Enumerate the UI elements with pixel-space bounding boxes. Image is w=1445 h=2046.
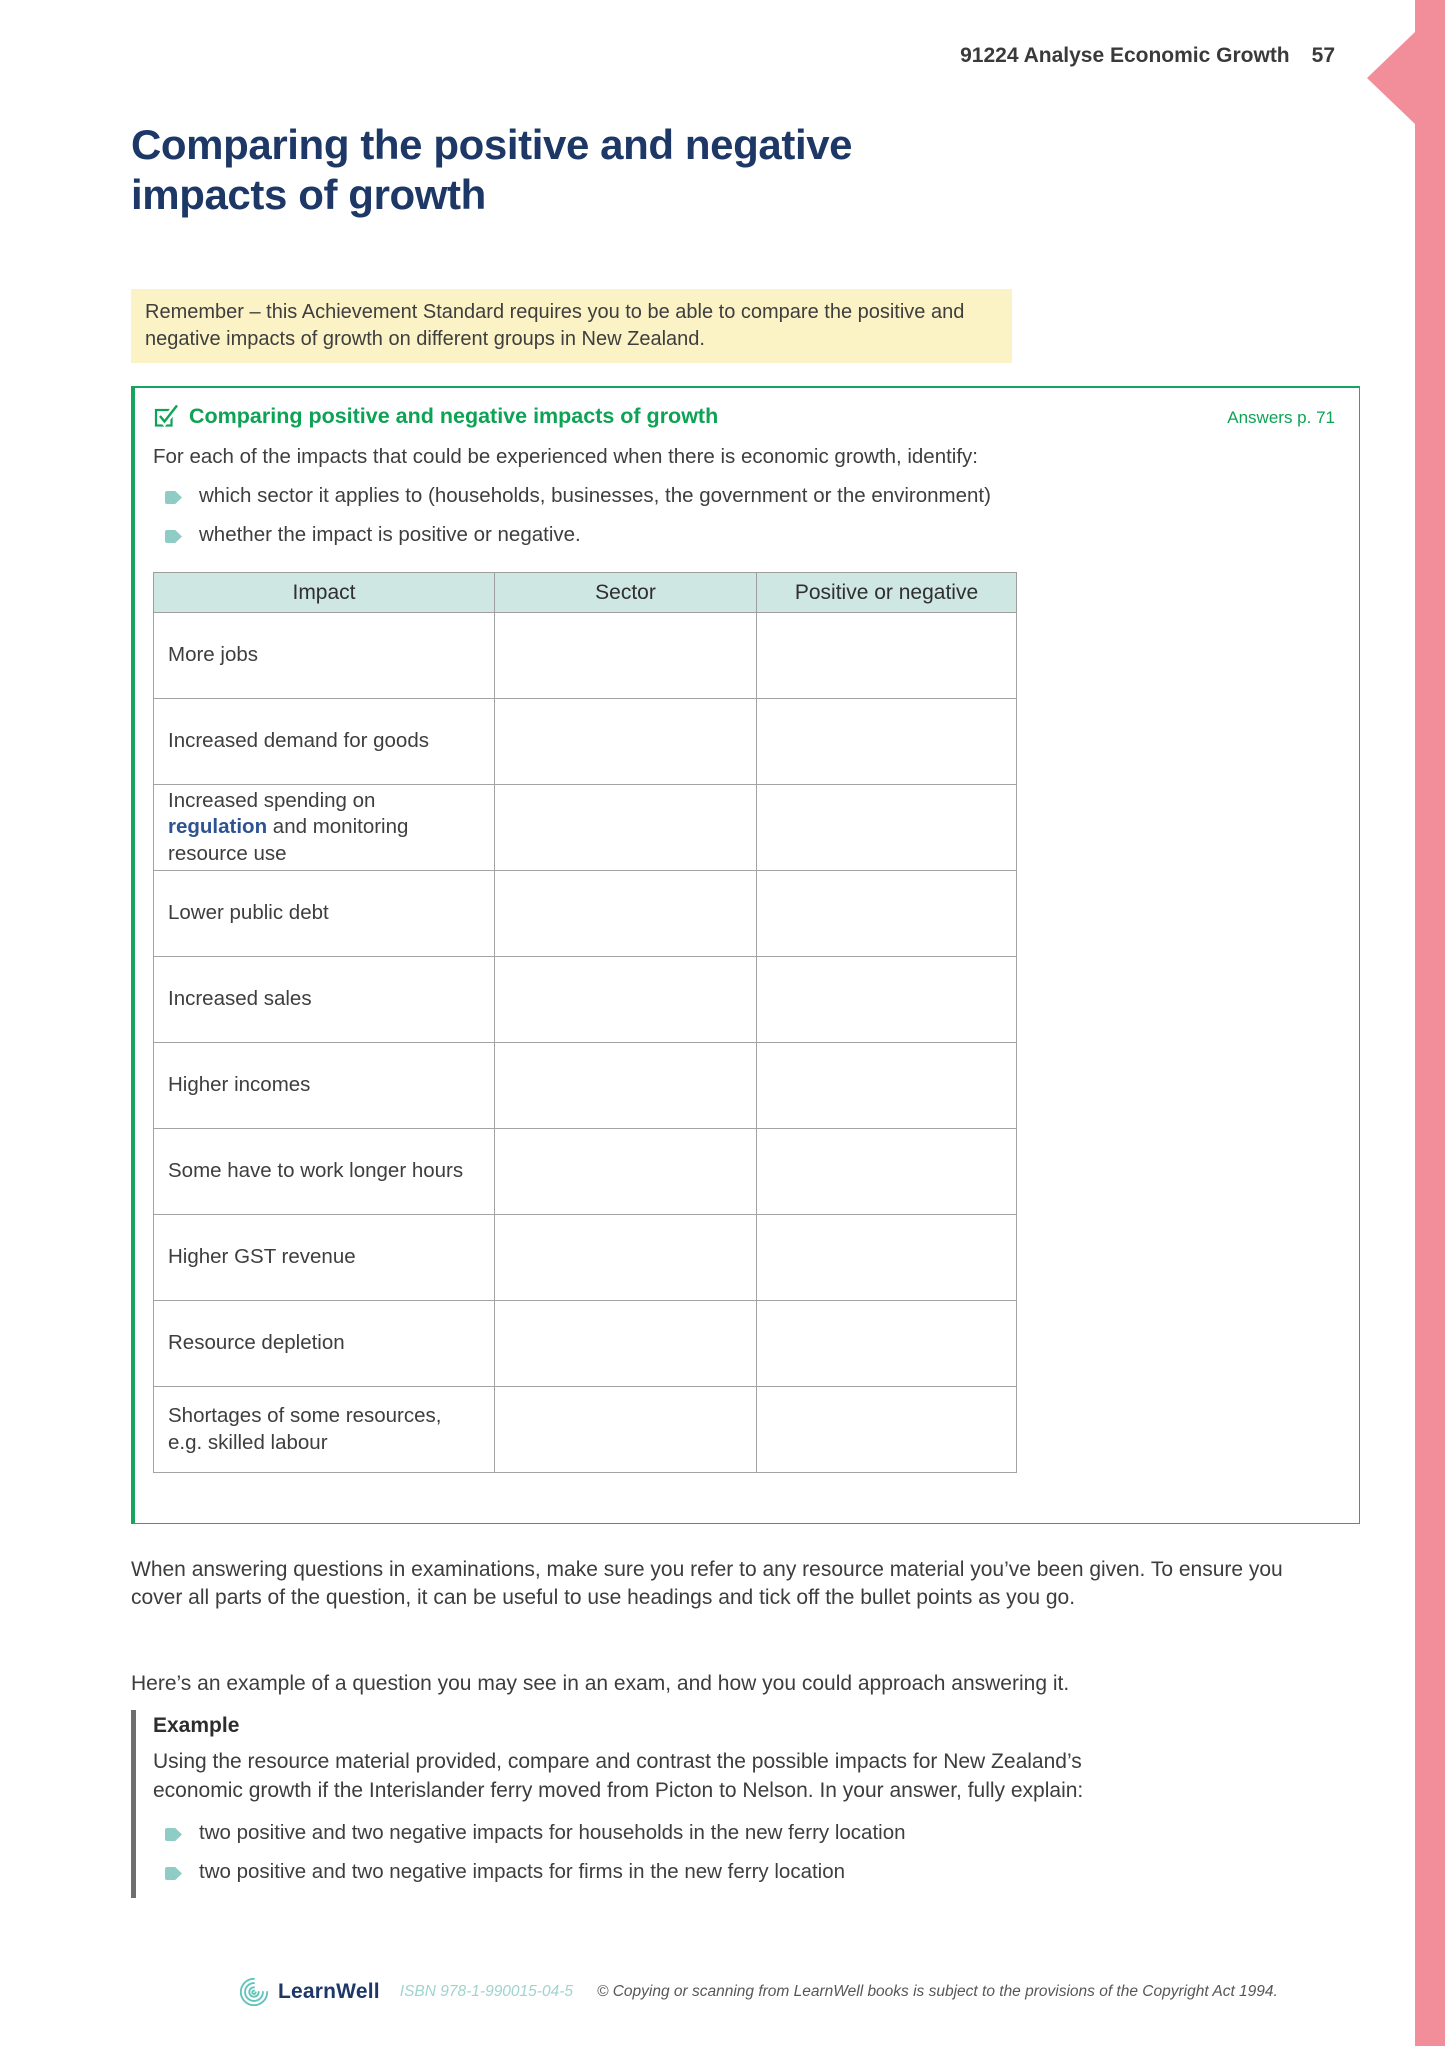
table-row: [154, 1215, 1017, 1301]
example-bullet: [165, 1821, 1336, 1845]
table-row: [154, 1387, 1017, 1473]
page-corner-arrow-icon: [1367, 32, 1415, 124]
bullet-text: two positive and two negative impacts for households in the new ferry location: [199, 1820, 906, 1844]
sector-answer-cell[interactable]: [495, 957, 757, 1043]
example-lead-in-paragraph: Here’s an example of a question you may see in an exam, and how you could approach answering it.: [131, 1672, 1070, 1695]
sector-answer-cell[interactable]: [495, 613, 757, 699]
impact-keyword: regulation: [168, 815, 268, 839]
positive-negative-answer-cell[interactable]: [757, 1215, 1017, 1301]
example-bullet: [165, 1860, 1336, 1884]
page-number: 57: [1311, 44, 1335, 67]
instruction-bullet: [165, 484, 1335, 508]
checkbox-check-icon: [153, 402, 180, 429]
column-header-positive-negative: Positive or negative: [757, 573, 1017, 613]
arrow-bullet-icon: [165, 1828, 182, 1841]
answers-page-reference: Answers p. 71: [1227, 408, 1335, 427]
positive-negative-answer-cell[interactable]: [757, 957, 1017, 1043]
table-row: [154, 1301, 1017, 1387]
positive-negative-answer-cell[interactable]: [757, 699, 1017, 785]
bullet-text: whether the impact is positive or negative.: [199, 523, 581, 546]
learnwell-logo-icon: [238, 1976, 270, 2008]
impact-cell: Shortages of some resources, e.g. skilled labour: [154, 1387, 495, 1473]
header-standard-title: 91224 Analyse Economic Growth: [960, 44, 1290, 67]
impact-cell: Lower public debt: [154, 871, 495, 957]
isbn-text: ISBN 978-1-990015-04-5: [399, 1983, 573, 2000]
impact-text: Increased spending on: [168, 788, 376, 812]
arrow-bullet-icon: [165, 1867, 182, 1880]
activity-box: [131, 386, 1360, 1524]
instruction-bullet: [165, 523, 1335, 547]
brand-name: LearnWell: [278, 1980, 380, 2003]
page-title: Comparing the positive and negative impacts of growth: [131, 121, 853, 219]
example-question-text: Using the resource material provided, compare and contrast the possible impacts for New Zealand’s economic growth if the Interislander ferry moved from Picton to Nelson. In your answer, fully explain:: [153, 1750, 1084, 1802]
column-header-impact: Impact: [154, 573, 495, 613]
reminder-callout: Remember – this Achievement Standard requires you to be able to compare the positive and negative impacts of growth on different groups in New Zealand.: [131, 289, 1012, 363]
impact-cell: Increased sales: [154, 957, 495, 1043]
table-row: [154, 871, 1017, 957]
impacts-table: [153, 572, 1017, 1473]
table-header-row: [154, 573, 1017, 613]
positive-negative-answer-cell[interactable]: [757, 1387, 1017, 1473]
table-row: [154, 1043, 1017, 1129]
positive-negative-answer-cell[interactable]: [757, 1043, 1017, 1129]
running-header: [131, 44, 1335, 68]
impact-cell: Higher incomes: [154, 1043, 495, 1129]
bullet-text: two positive and two negative impacts for firms in the new ferry location: [199, 1859, 846, 1883]
positive-negative-answer-cell[interactable]: [757, 1301, 1017, 1387]
sector-answer-cell[interactable]: [495, 785, 757, 871]
column-header-sector: Sector: [495, 573, 757, 613]
table-row: [154, 613, 1017, 699]
page-footer: [238, 1976, 1278, 2008]
activity-instructions: For each of the impacts that could be experienced when there is economic growth, identify:: [153, 445, 979, 468]
activity-header: [153, 402, 1335, 429]
impact-cell: More jobs: [154, 613, 495, 699]
sector-answer-cell[interactable]: [495, 1129, 757, 1215]
arrow-bullet-icon: [165, 530, 182, 543]
table-row: [154, 957, 1017, 1043]
table-row: [154, 785, 1017, 871]
example-label: Example: [153, 1714, 240, 1737]
positive-negative-answer-cell[interactable]: [757, 785, 1017, 871]
activity-title: Comparing positive and negative impacts of growth: [189, 404, 719, 428]
table-row: [154, 699, 1017, 785]
positive-negative-answer-cell[interactable]: [757, 1129, 1017, 1215]
sector-answer-cell[interactable]: [495, 1043, 757, 1129]
sector-answer-cell[interactable]: [495, 1301, 757, 1387]
bullet-text: which sector it applies to (households, businesses, the government or the environment): [199, 484, 991, 507]
copyright-notice: © Copying or scanning from LearnWell books is subject to the provisions of the Copyright Act 1994.: [596, 1983, 1278, 2000]
positive-negative-answer-cell[interactable]: [757, 613, 1017, 699]
impact-cell: [154, 785, 495, 871]
table-row: [154, 1129, 1017, 1215]
impact-cell: Some have to work longer hours: [154, 1129, 495, 1215]
impact-cell: Resource depletion: [154, 1301, 495, 1387]
impact-cell: Higher GST revenue: [154, 1215, 495, 1301]
sector-answer-cell[interactable]: [495, 1387, 757, 1473]
sector-answer-cell[interactable]: [495, 871, 757, 957]
arrow-bullet-icon: [165, 491, 182, 504]
positive-negative-answer-cell[interactable]: [757, 871, 1017, 957]
sector-answer-cell[interactable]: [495, 1215, 757, 1301]
impact-text: and monitoring resource use: [168, 815, 409, 865]
impact-cell: Increased demand for goods: [154, 699, 495, 785]
page-edge-band: [1415, 0, 1445, 2046]
example-box: [131, 1710, 1336, 1898]
sector-answer-cell[interactable]: [495, 699, 757, 785]
exam-advice-paragraph: When answering questions in examinations, make sure you refer to any resource material you’ve been given. To ensure you cover all parts of the question, it can be useful to use headings and tick off the bullet points as you go.: [131, 1558, 1283, 1609]
